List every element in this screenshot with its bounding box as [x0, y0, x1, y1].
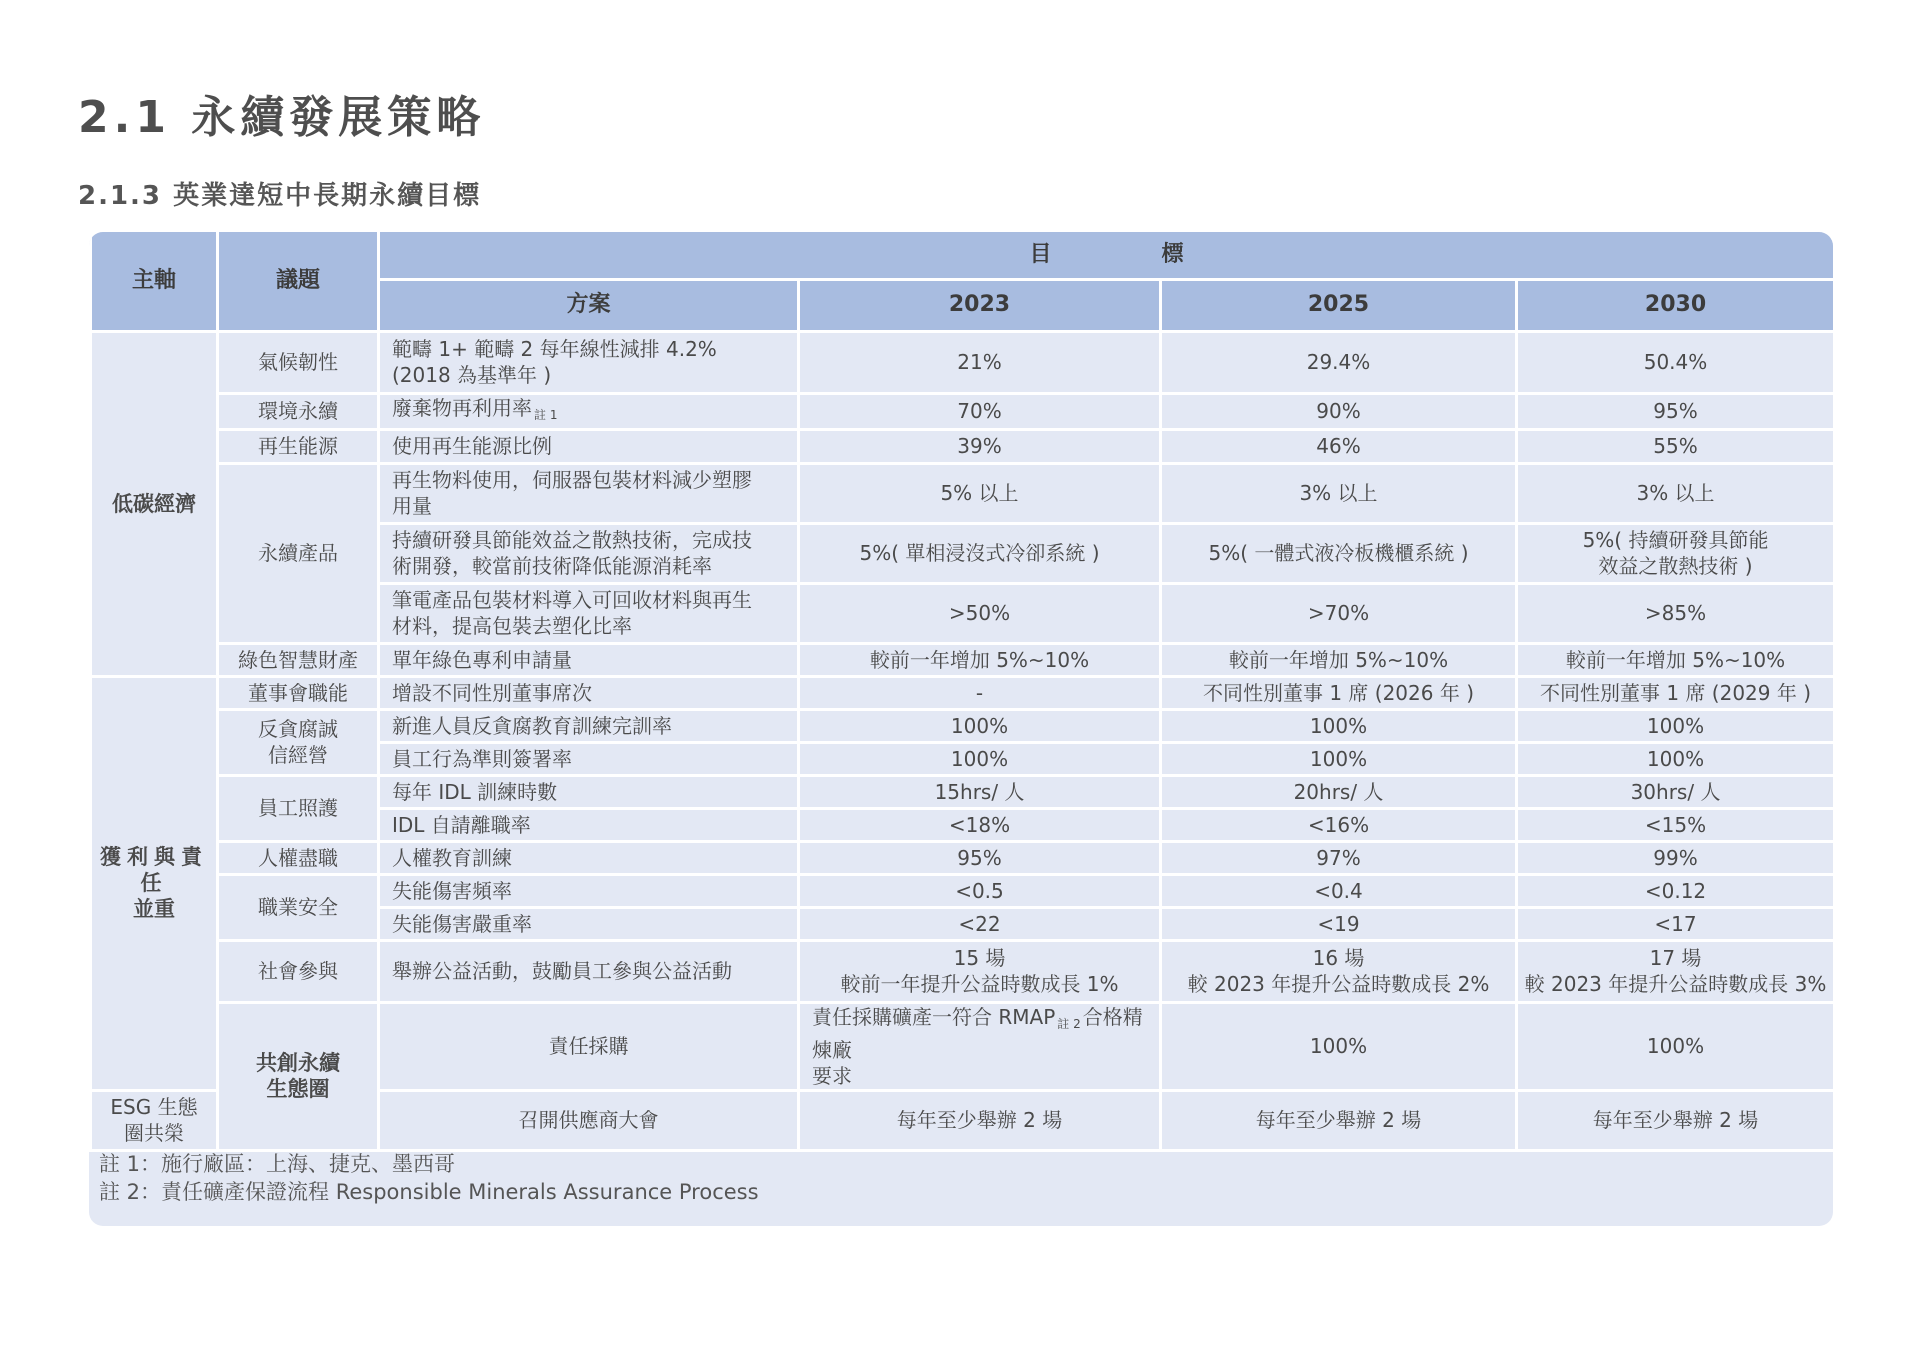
value-2023: 21% — [799, 331, 1161, 393]
plan-cell: 增設不同性別董事席次 — [379, 676, 799, 709]
topic-line: 圈共榮 — [124, 1121, 184, 1145]
value-2023: >50% — [799, 583, 1161, 643]
topic-esg — [91, 1090, 218, 1150]
value-2030 — [1517, 940, 1834, 1002]
value-2025: <0.4 — [1161, 874, 1517, 907]
header-row-1 — [91, 232, 1834, 279]
value-2030: 不同性別董事 1 席 (2029 年 ) — [1517, 676, 1834, 709]
plan-text: 廢棄物再利用率 — [392, 395, 532, 420]
value-2025: >70% — [1161, 583, 1517, 643]
header-target-char-2: 標 — [1161, 241, 1184, 267]
topic-human-rights: 人權盡職 — [218, 841, 379, 874]
plan-cell — [379, 331, 799, 393]
plan-line: 持續研發具節能效益之散熱技術，完成技 — [392, 528, 752, 552]
value-2025: 3% 以上 — [1161, 463, 1517, 523]
value-2025: <16% — [1161, 808, 1517, 841]
value-2023: 5% 以上 — [799, 463, 1161, 523]
value-line: 效益之散熱技術 ) — [1598, 554, 1753, 578]
plan-cell: 舉辦公益活動，鼓勵員工參與公益活動 — [379, 940, 799, 1002]
plan-cell: 人權教育訓練 — [379, 841, 799, 874]
plan-cell — [379, 523, 799, 583]
table-row — [91, 940, 1834, 1002]
topic-product: 永續產品 — [218, 463, 379, 643]
footnote-ref-1: 註 1 — [534, 407, 558, 422]
plan-line: 要求 — [812, 1063, 852, 1088]
value-2030: 3% 以上 — [1517, 463, 1834, 523]
header-target — [379, 232, 1834, 279]
section-subtitle: 2.1.3 英業達短中長期永續目標 — [78, 181, 482, 211]
value-line: 較 2023 年提升公益時數成長 3% — [1524, 972, 1827, 996]
table-row — [91, 429, 1834, 463]
plan-cell — [379, 583, 799, 643]
value-2023: 100% — [799, 709, 1161, 742]
value-2025: 97% — [1161, 841, 1517, 874]
value-2030: 30hrs/ 人 — [1517, 775, 1834, 808]
plan-cell: IDL 自請離職率 — [379, 808, 799, 841]
pillar-line: 獲利與責任 — [100, 845, 208, 895]
header-topic: 議題 — [218, 232, 379, 331]
header-pillar: 主軸 — [91, 232, 218, 331]
topic-climate: 氣候韌性 — [218, 331, 379, 393]
plan-cell: 新進人員反貪腐教育訓練完訓率 — [379, 709, 799, 742]
pillar-low-carbon: 低碳經濟 — [91, 331, 218, 676]
table-row — [91, 463, 1834, 523]
value-2023: - — [799, 676, 1161, 709]
topic-social: 社會參與 — [218, 940, 379, 1002]
topic-board: 董事會職能 — [218, 676, 379, 709]
topic-line: 反貪腐誠 — [258, 717, 338, 741]
value-2025: 90% — [1161, 393, 1517, 429]
value-2025: 29.4% — [1161, 331, 1517, 393]
value-2025: 100% — [1161, 742, 1517, 775]
header-target-char-1: 目 — [1029, 241, 1052, 267]
goals-table — [89, 232, 1833, 1152]
value-2025: 100% — [1517, 1002, 1834, 1090]
value-line: 17 場 — [1649, 946, 1702, 970]
value-2030: 50.4% — [1517, 331, 1834, 393]
value-2025: 100% — [1161, 709, 1517, 742]
table-row — [91, 709, 1834, 742]
topic-employee-care: 員工照護 — [218, 775, 379, 841]
topic-ip: 綠色智慧財產 — [218, 643, 379, 676]
plan-cell: 每年 IDL 訓練時數 — [379, 775, 799, 808]
plan-line: 再生物料使用，伺服器包裝材料減少塑膠 — [392, 468, 752, 492]
plan-cell: 使用再生能源比例 — [379, 429, 799, 463]
plan-line: 材料，提高包裝去塑化比率 — [392, 614, 632, 638]
plan-cell — [379, 463, 799, 523]
value-2030: 100% — [1517, 709, 1834, 742]
table-row — [91, 1002, 1834, 1090]
pillar-cocreate — [218, 1002, 379, 1150]
value-2025: 較前一年增加 5%~10% — [1161, 643, 1517, 676]
plan-cell: 失能傷害頻率 — [379, 874, 799, 907]
header-2030: 2030 — [1517, 279, 1834, 331]
table-row — [91, 393, 1834, 429]
value-2030 — [1517, 523, 1834, 583]
value-2023: 70% — [799, 393, 1161, 429]
topic-line: 信經營 — [268, 743, 328, 767]
value-2030: 95% — [1517, 393, 1834, 429]
topic-renewable: 再生能源 — [218, 429, 379, 463]
plan-cell: 失能傷害嚴重率 — [379, 907, 799, 940]
value-line: 5%( 持續研發具節能 — [1582, 528, 1769, 552]
value-2025: 46% — [1161, 429, 1517, 463]
value-2030: <17 — [1517, 907, 1834, 940]
plan-line: (2018 為基準年 ) — [392, 363, 552, 387]
value-2023: <0.5 — [799, 874, 1161, 907]
table-row — [91, 841, 1834, 874]
value-line: 較前一年提升公益時數成長 1% — [840, 972, 1119, 996]
topic-anticorruption — [218, 709, 379, 775]
plan-cell — [799, 1002, 1161, 1090]
plan-cell: 召開供應商大會 — [379, 1090, 799, 1150]
footnotes — [99, 1150, 759, 1206]
value-2030: 100% — [1517, 742, 1834, 775]
value-2023: 15hrs/ 人 — [799, 775, 1161, 808]
plan-text: 責任採購礦產一符合 RMAP — [812, 1004, 1056, 1029]
value-2025 — [1161, 940, 1517, 1002]
value-line: 15 場 — [953, 946, 1006, 970]
value-2025: 每年至少舉辦 2 場 — [1161, 1090, 1517, 1150]
value-2030: 較前一年增加 5%~10% — [1517, 643, 1834, 676]
value-2030: <0.12 — [1517, 874, 1834, 907]
value-2023: 95% — [799, 841, 1161, 874]
footnote-ref-2: 註 2 — [1057, 1016, 1081, 1031]
header-plan: 方案 — [379, 279, 799, 331]
plan-text: 合格精煉廠 — [812, 1004, 1143, 1062]
value-2030: >85% — [1517, 583, 1834, 643]
page-title: 2.1 永續發展策略 — [78, 92, 486, 143]
table-row — [91, 331, 1834, 393]
topic-safety: 職業安全 — [218, 874, 379, 940]
value-2030: <15% — [1517, 808, 1834, 841]
value-2030: 99% — [1517, 841, 1834, 874]
value-line: 較 2023 年提升公益時數成長 2% — [1187, 972, 1490, 996]
value-2023: <18% — [799, 808, 1161, 841]
table-row — [91, 874, 1834, 907]
pillar-line: 並重 — [133, 897, 175, 921]
value-2023: <22 — [799, 907, 1161, 940]
footnote-1: 註 1：施行廠區：上海、捷克、墨西哥 — [99, 1152, 456, 1176]
table-row — [91, 643, 1834, 676]
pillar-line: 共創永續 — [256, 1051, 340, 1075]
header-2023: 2023 — [799, 279, 1161, 331]
plan-line: 用量 — [392, 494, 432, 518]
goals-panel — [89, 232, 1833, 1226]
value-2023: 每年至少舉辦 2 場 — [799, 1090, 1161, 1150]
value-2023 — [799, 940, 1161, 1002]
table-row — [91, 775, 1834, 808]
value-2023: 5%( 單相浸沒式冷卻系統 ) — [799, 523, 1161, 583]
table-row — [91, 676, 1834, 709]
plan-cell: 員工行為準則簽署率 — [379, 742, 799, 775]
plan-cell — [379, 393, 799, 429]
plan-cell: 單年綠色專利申請量 — [379, 643, 799, 676]
value-2023: 較前一年增加 5%~10% — [799, 643, 1161, 676]
value-2030: 每年至少舉辦 2 場 — [1517, 1090, 1834, 1150]
topic-env: 環境永續 — [218, 393, 379, 429]
plan-line — [812, 1004, 1153, 1063]
value-2025: 5%( 一體式液冷板機櫃系統 ) — [1161, 523, 1517, 583]
value-2023: 39% — [799, 429, 1161, 463]
plan-line: 術開發，較當前技術降低能源消耗率 — [392, 554, 712, 578]
footnote-2: 註 2：責任礦產保證流程 Responsible Minerals Assurance Process — [99, 1180, 759, 1204]
pillar-line: 生態圈 — [266, 1077, 330, 1101]
plan-line: 範疇 1+ 範疇 2 每年線性減排 4.2% — [392, 337, 717, 361]
value-2025: 不同性別董事 1 席 (2026 年 ) — [1161, 676, 1517, 709]
header-2025: 2025 — [1161, 279, 1517, 331]
topic-line: ESG 生態 — [110, 1095, 198, 1119]
plan-line: 筆電產品包裝材料導入可回收材料與再生 — [392, 588, 752, 612]
pillar-profit-responsibility — [91, 676, 218, 1090]
value-2025: <19 — [1161, 907, 1517, 940]
value-2030: 55% — [1517, 429, 1834, 463]
value-line: 16 場 — [1312, 946, 1365, 970]
value-2023: 100% — [799, 742, 1161, 775]
value-2023: 100% — [1161, 1002, 1517, 1090]
topic-procurement: 責任採購 — [379, 1002, 799, 1090]
value-2025: 20hrs/ 人 — [1161, 775, 1517, 808]
